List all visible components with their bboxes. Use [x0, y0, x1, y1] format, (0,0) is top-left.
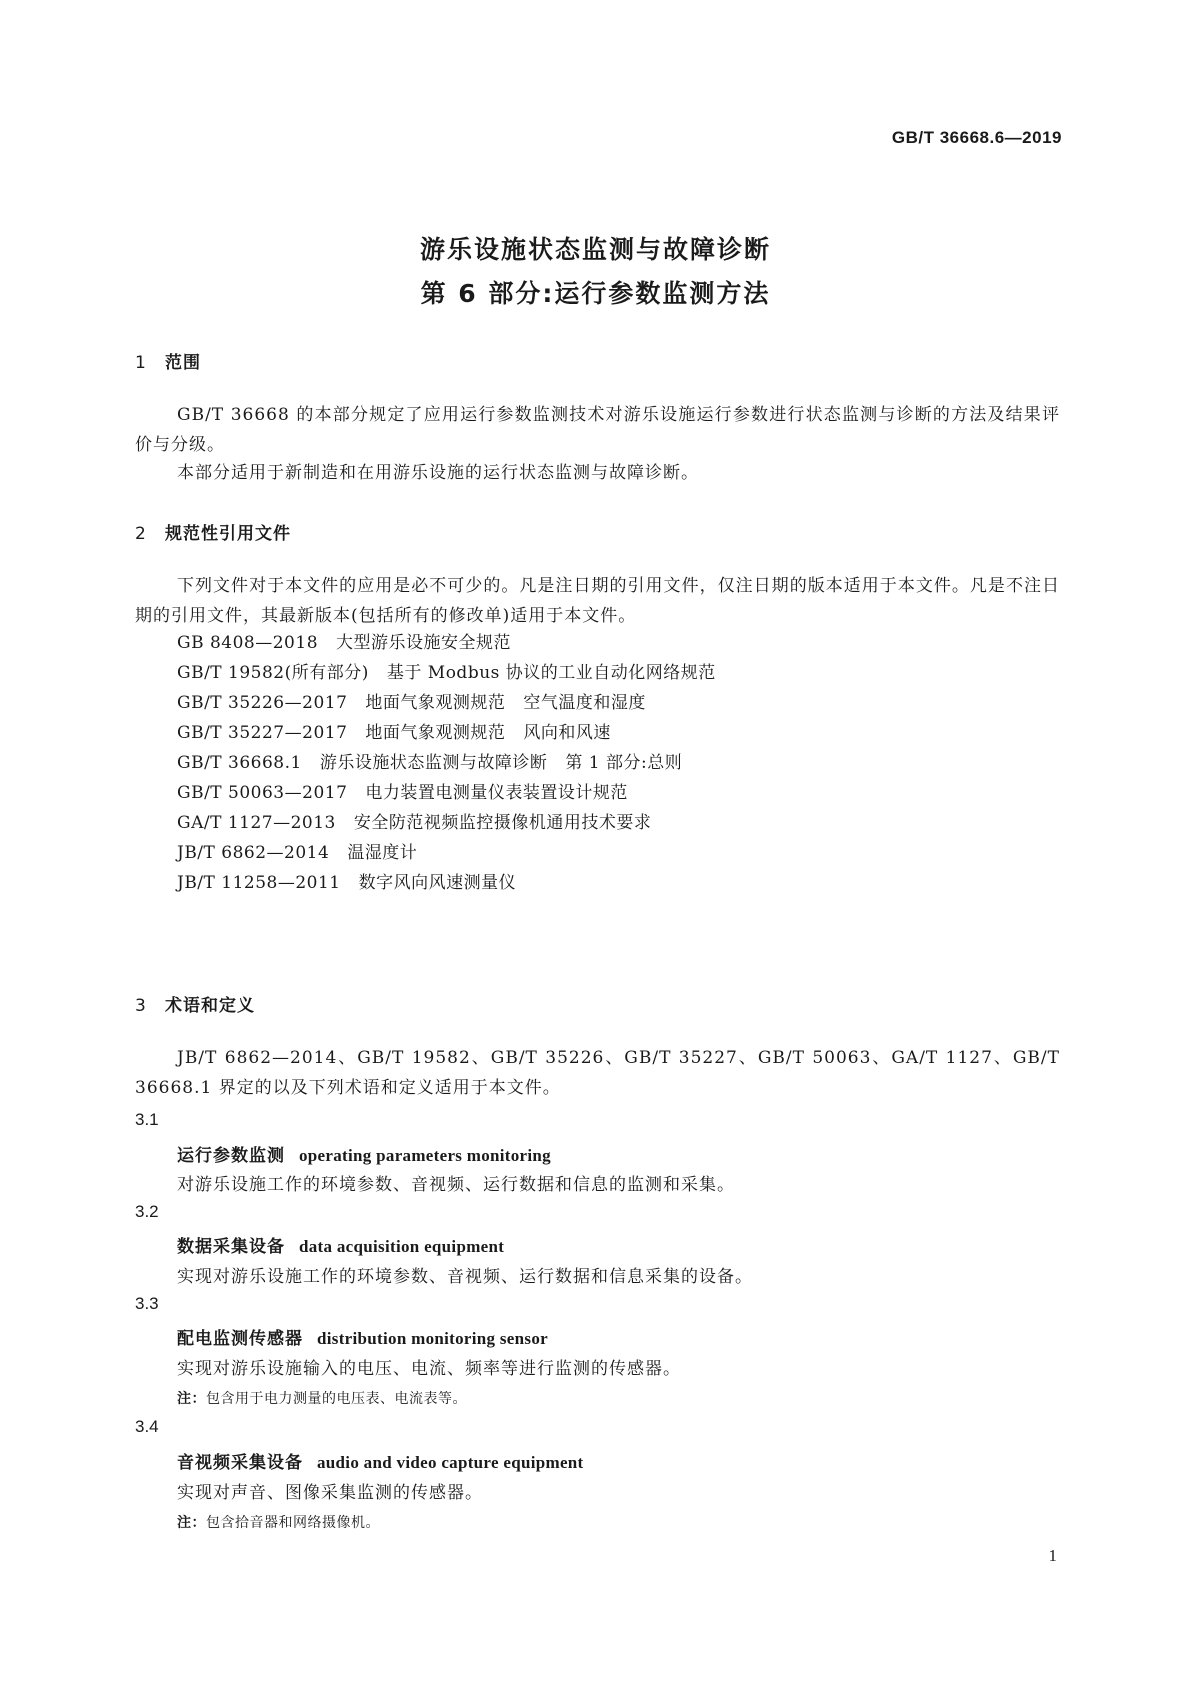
reference-item: GA/T 1127—2013 安全防范视频监控摄像机通用技术要求: [177, 813, 652, 833]
term-number: 3.1: [135, 1110, 159, 1129]
term-number: 3.2: [135, 1202, 159, 1221]
reference-item: GB/T 35227—2017 地面气象观测规范 风向和风速: [177, 723, 611, 743]
term-definition: 对游乐设施工作的环境参数、音视频、运行数据和信息的监测和采集。: [177, 1175, 735, 1195]
reference-item: JB/T 11258—2011 数字风向风速测量仪: [177, 873, 517, 893]
reference-item: GB/T 36668.1 游乐设施状态监测与故障诊断 第 1 部分:总则: [177, 753, 683, 773]
normative-refs-intro: 下列文件对于本文件的应用是必不可少的。凡是注日期的引用文件，仅注日期的版本适用于本文件。凡是不注日期的引用文件，其最新版本(包括所有的修改单)适用于本文件。: [135, 576, 1060, 626]
reference-item: GB 8408—2018 大型游乐设施安全规范: [177, 633, 512, 653]
term-title: 运行参数监测 operating parameters monitoring: [177, 1146, 551, 1166]
document-subtitle: 第 6 部分:运行参数监测方法: [420, 279, 771, 308]
scope-paragraph: GB/T 36668 的本部分规定了应用运行参数监测技术对游乐设施运行参数进行状态监测与诊断的方法及结果评价与分级。: [135, 405, 1060, 455]
term-definition: 实现对游乐设施输入的电压、电流、频率等进行监测的传感器。: [177, 1359, 681, 1379]
terms-intro: JB/T 6862—2014、GB/T 19582、GB/T 35226、GB/T 35227、GB/T 50063、GA/T 1127、GB/T 36668.1 界定的以及下列术语和定义适用于本文件。: [135, 1048, 1060, 1098]
reference-item: GB/T 50063—2017 电力装置电测量仪表装置设计规范: [177, 783, 628, 803]
document-title: 游乐设施状态监测与故障诊断: [419, 235, 771, 264]
section-heading-scope: [135, 348, 201, 373]
page-number: 1: [1048, 1546, 1057, 1565]
scope-paragraph: 本部分适用于新制造和在用游乐设施的运行状态监测与故障诊断。: [177, 463, 699, 483]
term-definition: 实现对声音、图像采集监测的传感器。: [177, 1483, 483, 1503]
reference-item: GB/T 19582(所有部分) 基于 Modbus 协议的工业自动化网络规范: [177, 663, 716, 683]
section-title: 术语和定义: [165, 996, 255, 1016]
term-note: 注：包含拾音器和网络摄像机。: [177, 1515, 380, 1531]
section-title: 规范性引用文件: [165, 524, 291, 544]
section-number: 3: [135, 996, 147, 1016]
reference-item: GB/T 35226—2017 地面气象观测规范 空气温度和湿度: [177, 693, 646, 713]
section-title: 范围: [165, 353, 201, 373]
section-number: 2: [135, 524, 147, 544]
reference-item: JB/T 6862—2014 温湿度计: [177, 843, 418, 863]
term-title: 音视频采集设备 audio and video capture equipment: [177, 1453, 584, 1473]
reference-list: [177, 628, 716, 898]
term-number: 3.3: [135, 1294, 159, 1313]
term-title: 数据采集设备 data acquisition equipment: [177, 1237, 505, 1257]
term-definition: 实现对游乐设施工作的环境参数、音视频、运行数据和信息采集的设备。: [177, 1267, 753, 1287]
section-heading-normative-refs: [135, 519, 291, 544]
standard-code: GB/T 36668.6—2019: [891, 128, 1062, 147]
term-title: 配电监测传感器 distribution monitoring sensor: [177, 1329, 548, 1349]
term-note: 注：包含用于电力测量的电压表、电流表等。: [177, 1391, 467, 1407]
section-heading-terms: [135, 991, 255, 1016]
term-number: 3.4: [135, 1417, 159, 1436]
section-number: 1: [135, 353, 147, 373]
